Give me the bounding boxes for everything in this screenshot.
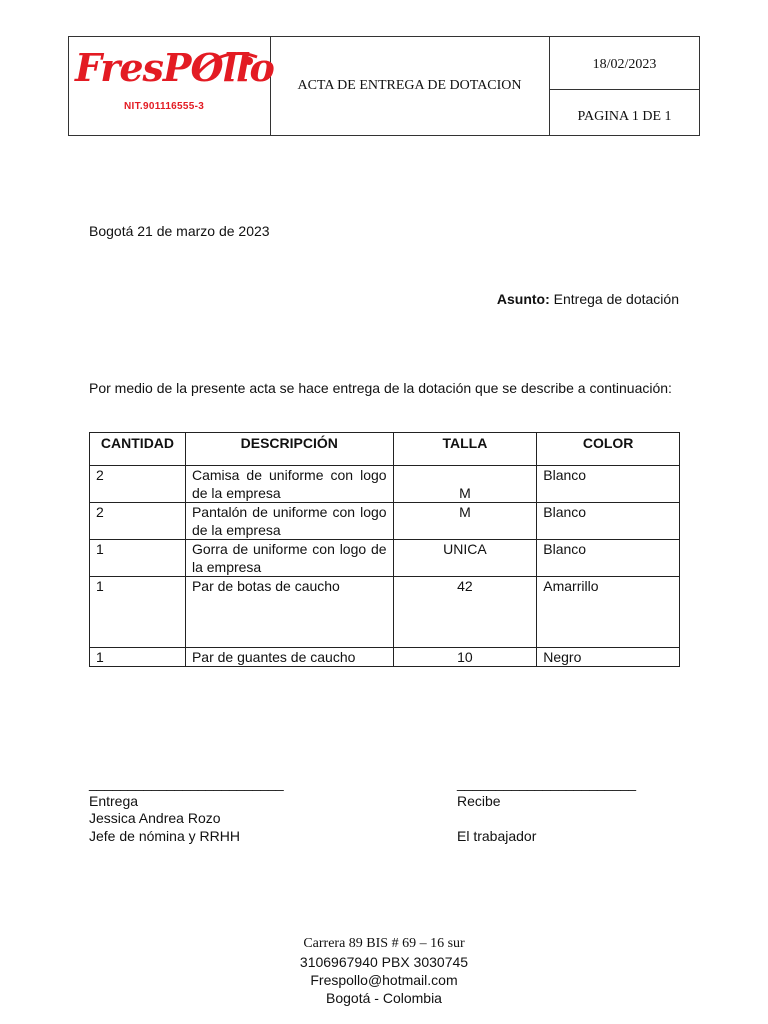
logo-wordmark: FresPOllo — [75, 45, 274, 90]
company-logo — [69, 37, 274, 135]
signature-role: Recibe — [457, 792, 501, 809]
signature-block-recibe — [457, 775, 636, 845]
signature-name: Jessica Andrea Rozo — [89, 810, 221, 826]
table-header-row — [90, 433, 680, 466]
cell-descripcion: Camisa de uniforme con logo de la empresa — [185, 466, 393, 503]
table-row — [90, 577, 680, 648]
document-date: 18/02/2023 — [550, 37, 699, 90]
cell-color: Blanco — [537, 540, 680, 577]
company-nit: NIT.901116555-3 — [124, 101, 205, 112]
cell-descripcion: Par de guantes de caucho — [185, 648, 393, 667]
intro-paragraph: Por medio de la presente acta se hace entrega de la dotación que se describe a continuación: — [89, 380, 672, 396]
cell-talla: 42 — [393, 577, 537, 648]
cell-talla — [393, 466, 537, 503]
document-footer — [0, 935, 768, 1007]
cell-descripcion: Pantalón de uniforme con logo de la empresa — [185, 503, 393, 540]
cell-color: Blanco — [537, 503, 680, 540]
footer-city: Bogotá - Colombia — [326, 990, 442, 1006]
table-row — [90, 648, 680, 667]
header-cantidad: CANTIDAD — [90, 433, 186, 466]
cell-cantidad: 2 — [90, 466, 186, 503]
cell-cantidad: 2 — [90, 503, 186, 540]
subject-label: Asunto: — [496, 291, 550, 307]
signature-block-entrega — [89, 775, 284, 845]
header-talla: TALLA — [393, 433, 537, 466]
signature-line: _________________________ — [89, 775, 284, 791]
table-row — [90, 466, 680, 503]
footer-address: Carrera 89 BIS # 69 – 16 sur — [303, 936, 465, 951]
footer-email: Frespollo@hotmail.com — [310, 972, 458, 988]
table-row — [90, 540, 680, 577]
cell-talla: UNICA — [393, 540, 537, 577]
subject-line — [497, 290, 679, 308]
cell-cantidad: 1 — [90, 540, 186, 577]
cell-cantidad: 1 — [90, 648, 186, 667]
cell-talla: M — [393, 503, 537, 540]
document-header — [68, 36, 700, 136]
dotation-table — [89, 432, 680, 667]
cell-descripcion: Gorra de uniforme con logo de la empresa — [185, 540, 393, 577]
signature-spacer — [457, 810, 636, 828]
cell-color: Blanco — [537, 466, 680, 503]
cell-talla: 10 — [393, 648, 537, 667]
cell-talla-value: M — [459, 485, 471, 501]
cell-descripcion: Par de botas de caucho — [185, 577, 393, 648]
subject-value: Entrega de dotación — [553, 291, 679, 307]
cell-color: Negro — [537, 648, 680, 667]
page-number: PAGINA 1 DE 1 — [577, 108, 672, 124]
signature-role: Entrega — [89, 792, 139, 809]
footer-phone: 3106967940 PBX 3030745 — [299, 954, 469, 970]
city-date: Bogotá 21 de marzo de 2023 — [89, 223, 270, 239]
document-title: ACTA DE ENTREGA DE DOTACION — [270, 37, 550, 135]
header-color: COLOR — [537, 433, 680, 466]
signature-title: El trabajador — [457, 827, 537, 844]
signature-title: Jefe de nómina y RRHH — [89, 827, 240, 844]
table-row — [90, 503, 680, 540]
cell-color: Amarrillo — [537, 577, 680, 648]
header-descripcion: DESCRIPCIÓN — [185, 433, 393, 466]
cell-cantidad: 1 — [90, 577, 186, 648]
signature-line: _______________________ — [457, 775, 637, 791]
